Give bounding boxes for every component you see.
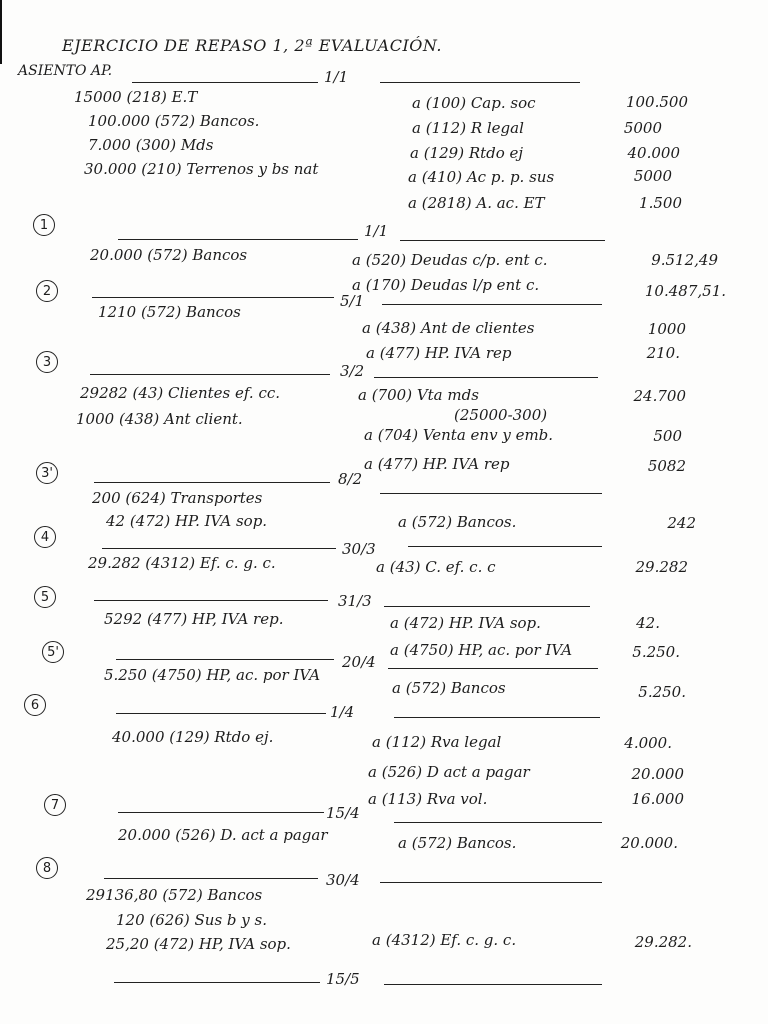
- credit-line: a (2818) A. ac. ET: [408, 194, 545, 212]
- date-rule: [102, 548, 336, 549]
- debit-line: 29282 (43) Clientes ef. cc.: [80, 384, 281, 402]
- credit-line: a (170) Deudas l/p ent c.: [352, 276, 540, 294]
- amount: 20.000: [631, 765, 684, 783]
- credit-line: a (704) Venta env y emb.: [364, 426, 554, 444]
- page-title: EJERCICIO DE REPASO 1, 2ª EVALUACIÓN.: [62, 36, 442, 55]
- date-rule: [408, 546, 602, 547]
- date-rule: [118, 812, 324, 813]
- amount: 29.282: [635, 558, 688, 576]
- credit-line: a (129) Rtdo ej: [410, 144, 524, 162]
- date-rule: [104, 878, 318, 879]
- page-edge-mark: [0, 0, 2, 64]
- date-rule: [118, 239, 358, 240]
- entry-date: 15/4: [326, 804, 360, 822]
- credit-line: a (4750) HP, ac. por IVA: [390, 641, 573, 659]
- date-rule: [94, 600, 328, 601]
- credit-line: a (700) Vta mds: [358, 386, 479, 404]
- entry-date: 1/1: [364, 222, 389, 240]
- amount: 5.250.: [638, 683, 686, 701]
- debit-line: 15000 (218) E.T: [74, 88, 198, 106]
- amount: 1000: [647, 320, 686, 338]
- credit-line: a (113) Rva vol.: [368, 790, 488, 808]
- amount: 4.000.: [624, 734, 672, 752]
- date-rule: [394, 822, 602, 823]
- entry-date: 5/1: [340, 292, 365, 310]
- entry-number: 5': [42, 641, 64, 663]
- date-rule: [132, 82, 318, 83]
- date-rule: [380, 493, 602, 494]
- amount: 1.500: [639, 194, 682, 212]
- credit-line: a (112) R legal: [412, 119, 524, 137]
- credit-line: a (4312) Ef. c. g. c.: [372, 931, 517, 949]
- debit-line: 30.000 (210) Terrenos y bs nat: [84, 160, 319, 178]
- date-rule: [116, 659, 334, 660]
- entry-number: 3': [36, 462, 58, 484]
- entry-number: 2: [36, 280, 58, 302]
- date-rule: [394, 717, 600, 718]
- entry-number: 4: [34, 526, 56, 548]
- opening-label: ASIENTO AP.: [18, 63, 113, 79]
- amount: 500: [653, 427, 682, 445]
- date-rule: [114, 982, 320, 983]
- debit-line: 7.000 (300) Mds: [88, 136, 214, 154]
- credit-line: a (572) Bancos.: [398, 834, 517, 852]
- entry-date: 1/4: [330, 703, 355, 721]
- date-rule: [92, 297, 334, 298]
- debit-line: 20.000 (526) D. act a pagar: [118, 826, 328, 844]
- date-rule: [374, 377, 598, 378]
- amount: 16.000: [631, 790, 684, 808]
- credit-line: a (43) C. ef. c. c: [376, 558, 496, 576]
- amount: 29.282.: [634, 933, 692, 951]
- debit-line: 5.250 (4750) HP, ac. por IVA: [104, 666, 321, 684]
- date-rule: [380, 882, 602, 883]
- debit-line: 40.000 (129) Rtdo ej.: [112, 728, 274, 746]
- entry-date: 3/2: [340, 362, 365, 380]
- debit-line: 1210 (572) Bancos: [98, 303, 241, 321]
- amount: 242: [667, 514, 696, 532]
- amount: 210.: [646, 344, 680, 362]
- credit-line: a (472) HP. IVA sop.: [390, 614, 541, 632]
- entry-number: 8: [36, 857, 58, 879]
- date-rule: [380, 82, 580, 83]
- debit-line: 200 (624) Transportes: [92, 489, 263, 507]
- date-rule: [388, 668, 598, 669]
- date-rule: [94, 482, 330, 483]
- credit-line: a (477) HP. IVA rep: [364, 455, 510, 473]
- entry-date: 31/3: [338, 592, 372, 610]
- amount: 40.000: [627, 144, 680, 162]
- debit-line: 20.000 (572) Bancos: [90, 246, 248, 264]
- amount: 20.000.: [620, 834, 678, 852]
- debit-line: 29.282 (4312) Ef. c. g. c.: [88, 554, 276, 572]
- entry-number: 6: [24, 694, 46, 716]
- amount: 5000: [633, 167, 672, 185]
- entry-date: 15/5: [326, 970, 360, 988]
- amount: 5.250.: [632, 643, 680, 661]
- credit-line: a (477) HP. IVA rep: [366, 344, 512, 362]
- debit-line: 120 (626) Sus b y s.: [116, 911, 267, 929]
- credit-line: a (520) Deudas c/p. ent c.: [352, 251, 548, 269]
- entry-number: 1: [33, 214, 55, 236]
- credit-line: a (572) Bancos: [392, 679, 506, 697]
- date-rule: [382, 304, 602, 305]
- date-rule: [400, 240, 605, 241]
- amount: 9.512,49: [651, 251, 718, 269]
- debit-line: 100.000 (572) Bancos.: [88, 112, 260, 130]
- debit-line: 42 (472) HP. IVA sop.: [106, 512, 268, 530]
- credit-line: a (526) D act a pagar: [368, 763, 530, 781]
- credit-line: a (112) Rva legal: [372, 733, 502, 751]
- entry-date: 20/4: [342, 653, 376, 671]
- credit-line: a (572) Bancos.: [398, 513, 517, 531]
- date-rule: [384, 606, 590, 607]
- amount: 24.700: [633, 387, 686, 405]
- debit-line: 29136,80 (572) Bancos: [86, 886, 263, 904]
- debit-line: 5292 (477) HP, IVA rep.: [104, 610, 284, 628]
- date-rule: [90, 374, 330, 375]
- amount: 10.487,51.: [644, 282, 726, 300]
- amount: 42.: [636, 614, 660, 632]
- amount: 5000: [623, 119, 662, 137]
- credit-line: a (410) Ac p. p. sus: [408, 168, 555, 186]
- entry-number: 5: [34, 586, 56, 608]
- debit-line: 1000 (438) Ant client.: [76, 410, 243, 428]
- date-rule: [384, 984, 602, 985]
- opening-date: 1/1: [324, 68, 349, 86]
- credit-line: a (438) Ant de clientes: [362, 319, 535, 337]
- entry-date: 30/3: [342, 540, 376, 558]
- amount: 100.500: [625, 93, 688, 111]
- debit-line: 25,20 (472) HP, IVA sop.: [106, 935, 291, 953]
- amount: 5082: [647, 457, 686, 475]
- entry-number: 3: [36, 351, 58, 373]
- entry-number: 7: [44, 794, 66, 816]
- credit-line: a (100) Cap. soc: [412, 94, 536, 112]
- entry-date: 8/2: [338, 470, 363, 488]
- credit-note: (25000-300): [454, 406, 548, 424]
- entry-date: 30/4: [326, 871, 360, 889]
- date-rule: [116, 713, 326, 714]
